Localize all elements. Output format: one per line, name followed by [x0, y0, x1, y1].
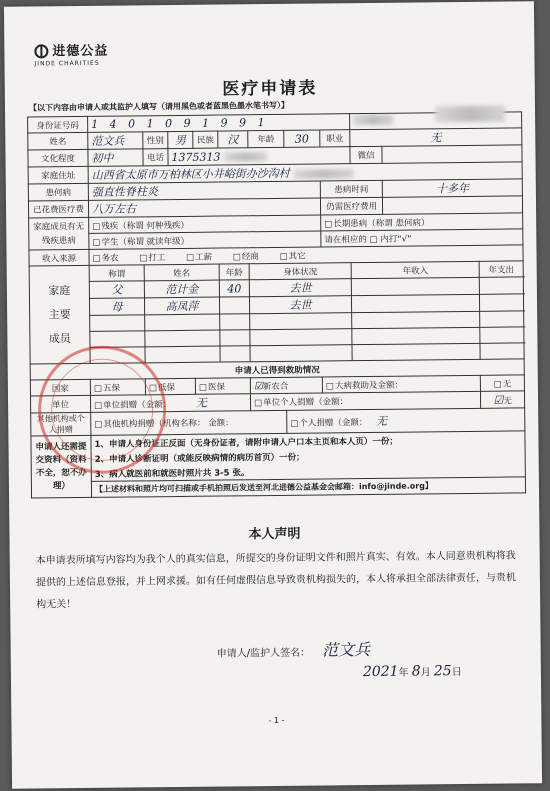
mark-hint: 请在相应的 □ 内打“√”	[321, 229, 523, 247]
income-option-salary[interactable]: □ 工薪	[186, 252, 212, 262]
wechat-value	[382, 145, 522, 163]
aid-option-dibao[interactable]: □ 低保	[145, 378, 195, 395]
org-name: 进德公益	[52, 43, 109, 60]
family-header-relation: 称谓	[89, 265, 144, 282]
education-value: 初中	[88, 149, 143, 167]
aid-other-label: 其他机构或个人捐赠	[31, 412, 91, 436]
address-label: 家庭住址	[28, 166, 88, 184]
aid-other-org[interactable]: □ 其他机构捐赠（机构名称： 金额：	[91, 410, 287, 435]
date-day: 25	[433, 663, 452, 680]
family-header-income: 年收入	[351, 261, 479, 278]
docs-item-2: 2、申请人诊断证明（或能反映病情的病历首页）一份；	[91, 446, 525, 466]
member-health: 去世	[249, 296, 351, 314]
aid-unit-none[interactable]: ☑无	[481, 391, 525, 408]
job-label: 职业	[320, 130, 350, 147]
age-value: 30	[284, 130, 320, 147]
org-logo	[34, 40, 108, 68]
application-form-paper	[4, 1, 542, 789]
aid-national-label: 国家	[30, 379, 90, 396]
application-table	[27, 111, 526, 498]
cross-icon	[34, 44, 48, 58]
docs-email-line: 【上述材料和照片均可扫描或手机拍照后发送至河北进德公益基金会邮箱：info@jinde.org】	[91, 477, 525, 498]
member-age	[219, 297, 249, 314]
docs-label: 申请人还需提交资料（资料不全，恕不办理）	[31, 435, 92, 498]
statement-text: 本申请表所填写内容均为我个人的真实信息，所提交的身份证明文件和照片真实、有效。本人同意贵机构将我提供的上述信息登报，并上网求援。如有任何虚假信息导致贵机构损失的，本人将承担全部法律责任，与贵机构无关！	[35, 550, 516, 611]
member-income	[352, 294, 480, 312]
aid-individual[interactable]: □ 个人捐赠（金额： 无	[287, 408, 525, 433]
ethnicity-value: 汉	[218, 131, 248, 148]
spent-label: 已花费医疗费	[28, 200, 88, 218]
signature-value: 范文兵	[321, 639, 371, 660]
page-number: - 1 -	[268, 715, 285, 726]
phone-label: 电话	[143, 149, 168, 166]
age-label: 年龄	[248, 130, 284, 147]
income-source-label: 收入来源	[29, 249, 89, 266]
income-option-farming[interactable]: □ 务农	[93, 253, 119, 263]
member-income	[351, 277, 479, 295]
docs-item-1: 1、申请人身份证正反面（无身份证者，请附申请人户口本主页和本人页）一份；	[91, 431, 525, 451]
family-header-name: 姓名	[144, 264, 219, 281]
aid-unit-donation[interactable]: □ 单位捐赠（金额： 无	[90, 394, 250, 413]
ethnicity-label: 民族	[193, 131, 218, 148]
member-name: 范计金	[144, 280, 219, 298]
address-value: 山西省太原市万柏林区小井峪街办沙沟村	[88, 162, 522, 184]
gender-value: 男	[168, 131, 193, 148]
student-option[interactable]: □ 学生（称谓 就读年级）	[89, 231, 321, 249]
aid-option-xinnonghe[interactable]: ☑新农合	[250, 377, 322, 394]
aid-personal-donation[interactable]: □ 单位个人捐赠（金额：	[250, 391, 480, 410]
family-members-label: 家庭 主要 成员	[29, 265, 90, 364]
member-expense	[480, 294, 524, 311]
family-condition-label: 家庭成员有无残疾患病	[29, 217, 89, 250]
name-label: 姓名	[28, 132, 88, 150]
disease-label: 患何病	[28, 183, 88, 201]
aid-option-wubao[interactable]: □ 五保	[90, 379, 145, 396]
statement-title: 本人声明	[248, 526, 301, 543]
id-number: 1 4 0 1 0 9 1 9 9 1	[88, 114, 350, 133]
aid-national-none[interactable]: □ 无	[480, 375, 524, 391]
docs-item-3: 3、病人就医前和就医时照片共 3-5 张。	[91, 461, 525, 481]
member-relation: 父	[89, 281, 144, 299]
family-header-age: 年龄	[219, 264, 249, 280]
form-title: 医疗申请表	[222, 78, 318, 100]
duration-label: 患病时间	[320, 180, 382, 198]
income-option-business[interactable]: □ 经商	[233, 252, 259, 262]
member-relation: 母	[89, 298, 144, 316]
wechat-label: 微信	[350, 146, 382, 163]
aid-option-serious-illness[interactable]: □ 大病救助及金额：	[322, 375, 480, 393]
family-header-health: 身体状况	[249, 263, 351, 280]
aid-section-title: 申请人已得到救助情况	[30, 359, 524, 380]
phone-value: 1375313	[168, 147, 350, 166]
org-name-en: JINDE CHARITIES	[34, 59, 100, 68]
family-header-expense: 年支出	[479, 261, 523, 277]
form-instruction: 【以下内容由申请人或其监护人填写（请用黑色或者蓝黑色墨水笔书写）】	[28, 100, 290, 113]
needed-value	[383, 196, 523, 214]
income-option-labor[interactable]: □ 打工	[139, 253, 165, 263]
sick-option[interactable]: □ 长期患病（称谓 患何病）	[321, 213, 523, 231]
signature-line	[217, 637, 371, 662]
job-value: 无	[350, 128, 522, 147]
date-year: 2021	[362, 663, 399, 681]
member-age: 40	[219, 280, 249, 297]
redaction-blur	[435, 106, 505, 123]
duration-value: 十多年	[382, 179, 522, 197]
gender-label: 性别	[143, 132, 168, 149]
member-health: 去世	[249, 279, 351, 297]
income-option-other[interactable]: □ 其它	[279, 251, 305, 261]
signature-label: 申请人/监护人签名：	[216, 647, 311, 660]
disease-value: 强直性脊柱炎	[88, 181, 320, 200]
aid-unit-label: 单位	[30, 395, 90, 413]
education-label: 文化程度	[28, 149, 88, 167]
id-label: 身份证号码	[28, 116, 88, 133]
date-month: 8	[411, 663, 421, 680]
spent-value: 八万左右	[88, 198, 320, 217]
name-value: 范文兵	[88, 132, 143, 150]
needed-label: 仍需医疗费用	[320, 197, 382, 215]
signature-date: 2021年 8月 25日	[362, 663, 462, 681]
aid-option-yibao[interactable]: □ 医保	[195, 378, 250, 395]
member-expense	[479, 277, 523, 294]
disabled-option[interactable]: □ 残疾（称谓 何种残疾）	[89, 215, 321, 233]
member-name: 高凤萍	[144, 297, 219, 315]
